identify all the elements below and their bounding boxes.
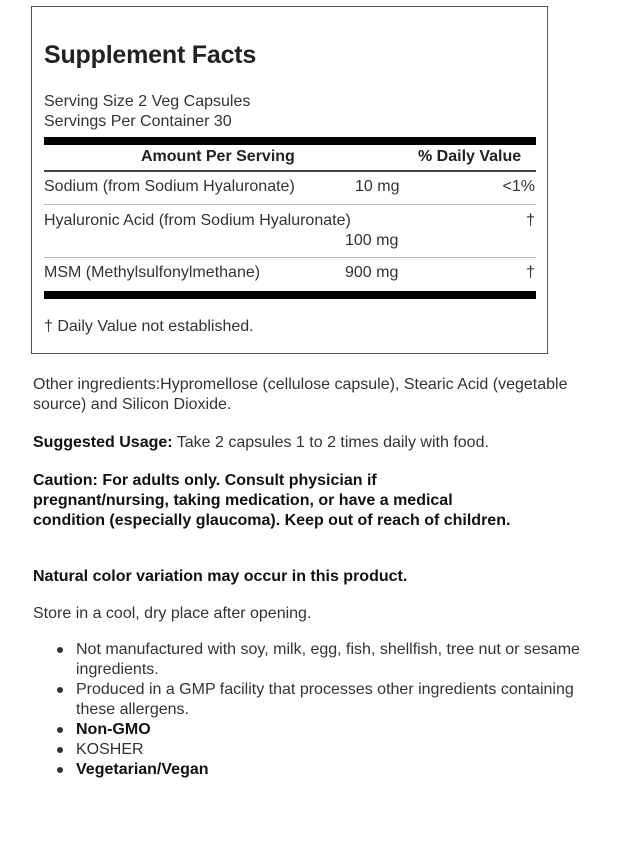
ingredient-daily-value: <1% <box>502 178 535 195</box>
color-variation-note: Natural color variation may occur in this product. <box>33 568 408 585</box>
supplement-facts-panel <box>31 6 548 354</box>
suggested-usage <box>33 433 593 453</box>
header-daily-value: % Daily Value <box>418 148 522 165</box>
ingredient-name: Sodium (from Sodium Hyaluronate) <box>44 178 295 195</box>
bottom-thick-divider <box>44 291 536 299</box>
header-amount-per-serving: Amount Per Serving <box>141 148 295 165</box>
list-item: Vegetarian/Vegan <box>76 760 616 780</box>
product-attributes-list <box>33 640 616 780</box>
list-item: Non-GMO <box>76 720 616 740</box>
ingredient-name: Hyaluronic Acid (from Sodium Hyaluronate) <box>44 212 351 229</box>
suggested-usage-label: Suggested Usage: <box>33 434 173 451</box>
other-ingredients: Other ingredients:Hypromellose (cellulose capsule), Stearic Acid (vegetable source) and Silicon Dioxide. <box>33 376 568 413</box>
ingredient-amount: 10 mg <box>355 178 400 195</box>
row-divider <box>44 257 536 258</box>
ingredient-amount: 100 mg <box>345 232 399 249</box>
header-divider <box>44 170 536 172</box>
facts-title: Supplement Facts <box>44 41 257 69</box>
caution-warning: Caution: For adults only. Consult physician if pregnant/nursing, taking medication, or have a medical condition (especially glaucoma). Keep out of reach of children. <box>33 472 511 529</box>
list-item: Not manufactured with soy, milk, egg, fish, shellfish, tree nut or sesame ingredients. <box>76 640 616 680</box>
storage-instructions: Store in a cool, dry place after opening. <box>33 605 312 622</box>
list-item: KOSHER <box>76 740 616 760</box>
servings-per-container: Servings Per Container 30 <box>44 113 232 130</box>
ingredient-daily-value: † <box>526 264 535 281</box>
serving-size: Serving Size 2 Veg Capsules <box>44 93 251 110</box>
suggested-usage-text: Take 2 capsules 1 to 2 times daily with food. <box>172 434 489 451</box>
row-divider <box>44 204 536 205</box>
top-thick-divider <box>44 137 536 145</box>
ingredient-amount: 900 mg <box>345 264 399 281</box>
list-item: Produced in a GMP facility that processes other ingredients containing these allergens. <box>76 680 616 720</box>
daily-value-footnote: † Daily Value not established. <box>44 318 254 335</box>
ingredient-daily-value: † <box>526 212 535 229</box>
ingredient-name: MSM (Methylsulfonylmethane) <box>44 264 261 281</box>
